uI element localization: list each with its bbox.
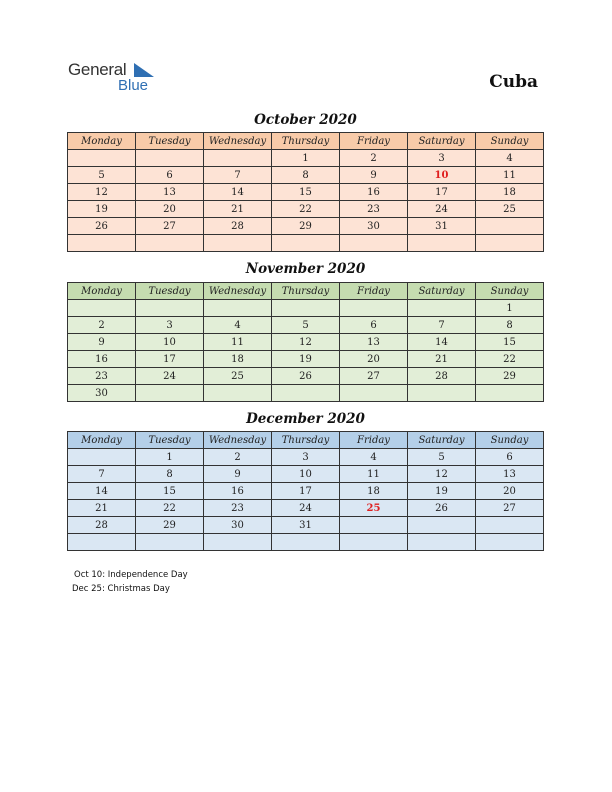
day-cell: 3 xyxy=(408,150,476,167)
day-cell: 24 xyxy=(408,201,476,218)
day-cell: 2 xyxy=(340,150,408,167)
day-cell: 26 xyxy=(408,500,476,517)
generalblue-logo xyxy=(68,60,168,100)
day-cell: 7 xyxy=(68,466,136,483)
day-cell: 10 xyxy=(136,334,204,351)
week-row xyxy=(68,300,544,317)
day-cell: 15 xyxy=(136,483,204,500)
day-cell: 20 xyxy=(136,201,204,218)
weekday-header: Friday xyxy=(340,432,408,449)
weekday-header: Monday xyxy=(68,283,136,300)
day-cell: 27 xyxy=(476,500,544,517)
empty-day-cell xyxy=(408,517,476,534)
day-cell: 16 xyxy=(68,351,136,368)
weekday-header: Tuesday xyxy=(136,133,204,150)
calendar-october xyxy=(67,132,544,252)
day-cell: 10 xyxy=(272,466,340,483)
day-cell: 31 xyxy=(408,218,476,235)
weekday-header: Thursday xyxy=(272,283,340,300)
empty-day-cell xyxy=(204,235,272,252)
logo-general-text: General xyxy=(68,60,127,79)
day-cell: 8 xyxy=(136,466,204,483)
day-cell: 8 xyxy=(476,317,544,334)
week-row xyxy=(68,235,544,252)
empty-day-cell xyxy=(68,150,136,167)
day-cell: 16 xyxy=(340,184,408,201)
day-cell: 11 xyxy=(340,466,408,483)
day-cell: 12 xyxy=(68,184,136,201)
week-row xyxy=(68,466,544,483)
day-cell: 31 xyxy=(272,517,340,534)
empty-day-cell xyxy=(340,300,408,317)
day-cell: 3 xyxy=(272,449,340,466)
day-cell: 12 xyxy=(408,466,476,483)
day-cell: 22 xyxy=(136,500,204,517)
day-cell: 6 xyxy=(340,317,408,334)
day-cell: 5 xyxy=(408,449,476,466)
weekday-header: Friday xyxy=(340,283,408,300)
week-row xyxy=(68,534,544,551)
weekday-header-row xyxy=(68,133,544,150)
day-cell: 13 xyxy=(476,466,544,483)
day-cell: 29 xyxy=(272,218,340,235)
day-cell: 24 xyxy=(136,368,204,385)
day-cell: 15 xyxy=(476,334,544,351)
month-title-november: November 2020 xyxy=(245,261,366,277)
day-cell: 28 xyxy=(204,218,272,235)
day-cell: 17 xyxy=(408,184,476,201)
day-cell: 29 xyxy=(136,517,204,534)
country-title: Cuba xyxy=(489,72,538,92)
holiday-notes xyxy=(74,568,188,596)
day-cell: 19 xyxy=(272,351,340,368)
week-row xyxy=(68,184,544,201)
empty-day-cell xyxy=(68,449,136,466)
day-cell: 12 xyxy=(272,334,340,351)
weekday-header: Friday xyxy=(340,133,408,150)
empty-day-cell xyxy=(408,300,476,317)
week-row xyxy=(68,500,544,517)
weekday-header: Wednesday xyxy=(204,283,272,300)
weekday-header-row xyxy=(68,283,544,300)
day-cell: 13 xyxy=(340,334,408,351)
empty-day-cell xyxy=(136,235,204,252)
day-cell: 9 xyxy=(204,466,272,483)
calendar-december xyxy=(67,431,544,551)
day-cell: 23 xyxy=(340,201,408,218)
logo-blue-text: Blue xyxy=(118,77,149,94)
day-cell: 11 xyxy=(476,167,544,184)
day-cell: 4 xyxy=(476,150,544,167)
weekday-header: Tuesday xyxy=(136,283,204,300)
week-row xyxy=(68,167,544,184)
empty-day-cell xyxy=(408,235,476,252)
day-cell: 22 xyxy=(476,351,544,368)
day-cell: 4 xyxy=(204,317,272,334)
day-cell: 30 xyxy=(204,517,272,534)
day-cell: 7 xyxy=(408,317,476,334)
calendar-november xyxy=(67,282,544,402)
logo-triangle-icon xyxy=(134,63,154,77)
day-cell: 3 xyxy=(136,317,204,334)
empty-day-cell xyxy=(204,534,272,551)
day-cell: 21 xyxy=(68,500,136,517)
day-cell: 16 xyxy=(204,483,272,500)
week-row xyxy=(68,218,544,235)
empty-day-cell xyxy=(136,534,204,551)
day-cell: 18 xyxy=(340,483,408,500)
day-cell: 10 xyxy=(408,167,476,184)
day-cell: 25 xyxy=(204,368,272,385)
month-title-october: October 2020 xyxy=(254,112,357,128)
day-cell: 6 xyxy=(476,449,544,466)
day-cell: 14 xyxy=(408,334,476,351)
day-cell: 7 xyxy=(204,167,272,184)
day-cell: 23 xyxy=(68,368,136,385)
day-cell: 18 xyxy=(204,351,272,368)
day-cell: 2 xyxy=(68,317,136,334)
day-cell: 18 xyxy=(476,184,544,201)
holiday-note: Oct 10: Independence Day xyxy=(74,570,188,580)
day-cell: 14 xyxy=(204,184,272,201)
day-cell: 20 xyxy=(340,351,408,368)
day-cell: 1 xyxy=(476,300,544,317)
day-cell: 1 xyxy=(272,150,340,167)
empty-day-cell xyxy=(476,385,544,402)
empty-day-cell xyxy=(408,534,476,551)
day-cell: 29 xyxy=(476,368,544,385)
holiday-note: Dec 25: Christmas Day xyxy=(72,584,170,594)
weekday-header-row xyxy=(68,432,544,449)
weekday-header: Thursday xyxy=(272,432,340,449)
weekday-header: Saturday xyxy=(408,133,476,150)
week-row xyxy=(68,351,544,368)
day-cell: 25 xyxy=(340,500,408,517)
week-row xyxy=(68,201,544,218)
empty-day-cell xyxy=(408,385,476,402)
week-row xyxy=(68,449,544,466)
empty-day-cell xyxy=(272,300,340,317)
empty-day-cell xyxy=(476,534,544,551)
week-row xyxy=(68,483,544,500)
weekday-header: Tuesday xyxy=(136,432,204,449)
day-cell: 19 xyxy=(408,483,476,500)
day-cell: 21 xyxy=(408,351,476,368)
day-cell: 4 xyxy=(340,449,408,466)
empty-day-cell xyxy=(136,385,204,402)
week-row xyxy=(68,368,544,385)
day-cell: 26 xyxy=(68,218,136,235)
day-cell: 17 xyxy=(136,351,204,368)
day-cell: 15 xyxy=(272,184,340,201)
weekday-header: Thursday xyxy=(272,133,340,150)
weekday-header: Saturday xyxy=(408,432,476,449)
day-cell: 26 xyxy=(272,368,340,385)
day-cell: 28 xyxy=(408,368,476,385)
day-cell: 24 xyxy=(272,500,340,517)
empty-day-cell xyxy=(204,150,272,167)
day-cell: 9 xyxy=(68,334,136,351)
empty-day-cell xyxy=(476,517,544,534)
week-row xyxy=(68,334,544,351)
day-cell: 13 xyxy=(136,184,204,201)
day-cell: 28 xyxy=(68,517,136,534)
empty-day-cell xyxy=(340,235,408,252)
empty-day-cell xyxy=(476,218,544,235)
weekday-header: Monday xyxy=(68,432,136,449)
day-cell: 27 xyxy=(136,218,204,235)
month-title-december: December 2020 xyxy=(246,411,365,427)
empty-day-cell xyxy=(340,534,408,551)
day-cell: 30 xyxy=(68,385,136,402)
empty-day-cell xyxy=(476,235,544,252)
day-cell: 5 xyxy=(272,317,340,334)
day-cell: 30 xyxy=(340,218,408,235)
week-row xyxy=(68,517,544,534)
day-cell: 14 xyxy=(68,483,136,500)
empty-day-cell xyxy=(272,385,340,402)
day-cell: 9 xyxy=(340,167,408,184)
empty-day-cell xyxy=(68,534,136,551)
weekday-header: Sunday xyxy=(476,133,544,150)
empty-day-cell xyxy=(136,300,204,317)
empty-day-cell xyxy=(68,235,136,252)
week-row xyxy=(68,385,544,402)
day-cell: 22 xyxy=(272,201,340,218)
day-cell: 17 xyxy=(272,483,340,500)
weekday-header: Monday xyxy=(68,133,136,150)
week-row xyxy=(68,150,544,167)
empty-day-cell xyxy=(204,385,272,402)
day-cell: 23 xyxy=(204,500,272,517)
weekday-header: Sunday xyxy=(476,432,544,449)
empty-day-cell xyxy=(136,150,204,167)
day-cell: 20 xyxy=(476,483,544,500)
week-row xyxy=(68,317,544,334)
day-cell: 11 xyxy=(204,334,272,351)
empty-day-cell xyxy=(272,534,340,551)
day-cell: 5 xyxy=(68,167,136,184)
weekday-header: Sunday xyxy=(476,283,544,300)
weekday-header: Wednesday xyxy=(204,432,272,449)
day-cell: 2 xyxy=(204,449,272,466)
day-cell: 27 xyxy=(340,368,408,385)
day-cell: 25 xyxy=(476,201,544,218)
day-cell: 8 xyxy=(272,167,340,184)
empty-day-cell xyxy=(340,517,408,534)
weekday-header: Wednesday xyxy=(204,133,272,150)
weekday-header: Saturday xyxy=(408,283,476,300)
empty-day-cell xyxy=(272,235,340,252)
day-cell: 19 xyxy=(68,201,136,218)
empty-day-cell xyxy=(68,300,136,317)
empty-day-cell xyxy=(204,300,272,317)
day-cell: 21 xyxy=(204,201,272,218)
day-cell: 1 xyxy=(136,449,204,466)
empty-day-cell xyxy=(340,385,408,402)
day-cell: 6 xyxy=(136,167,204,184)
